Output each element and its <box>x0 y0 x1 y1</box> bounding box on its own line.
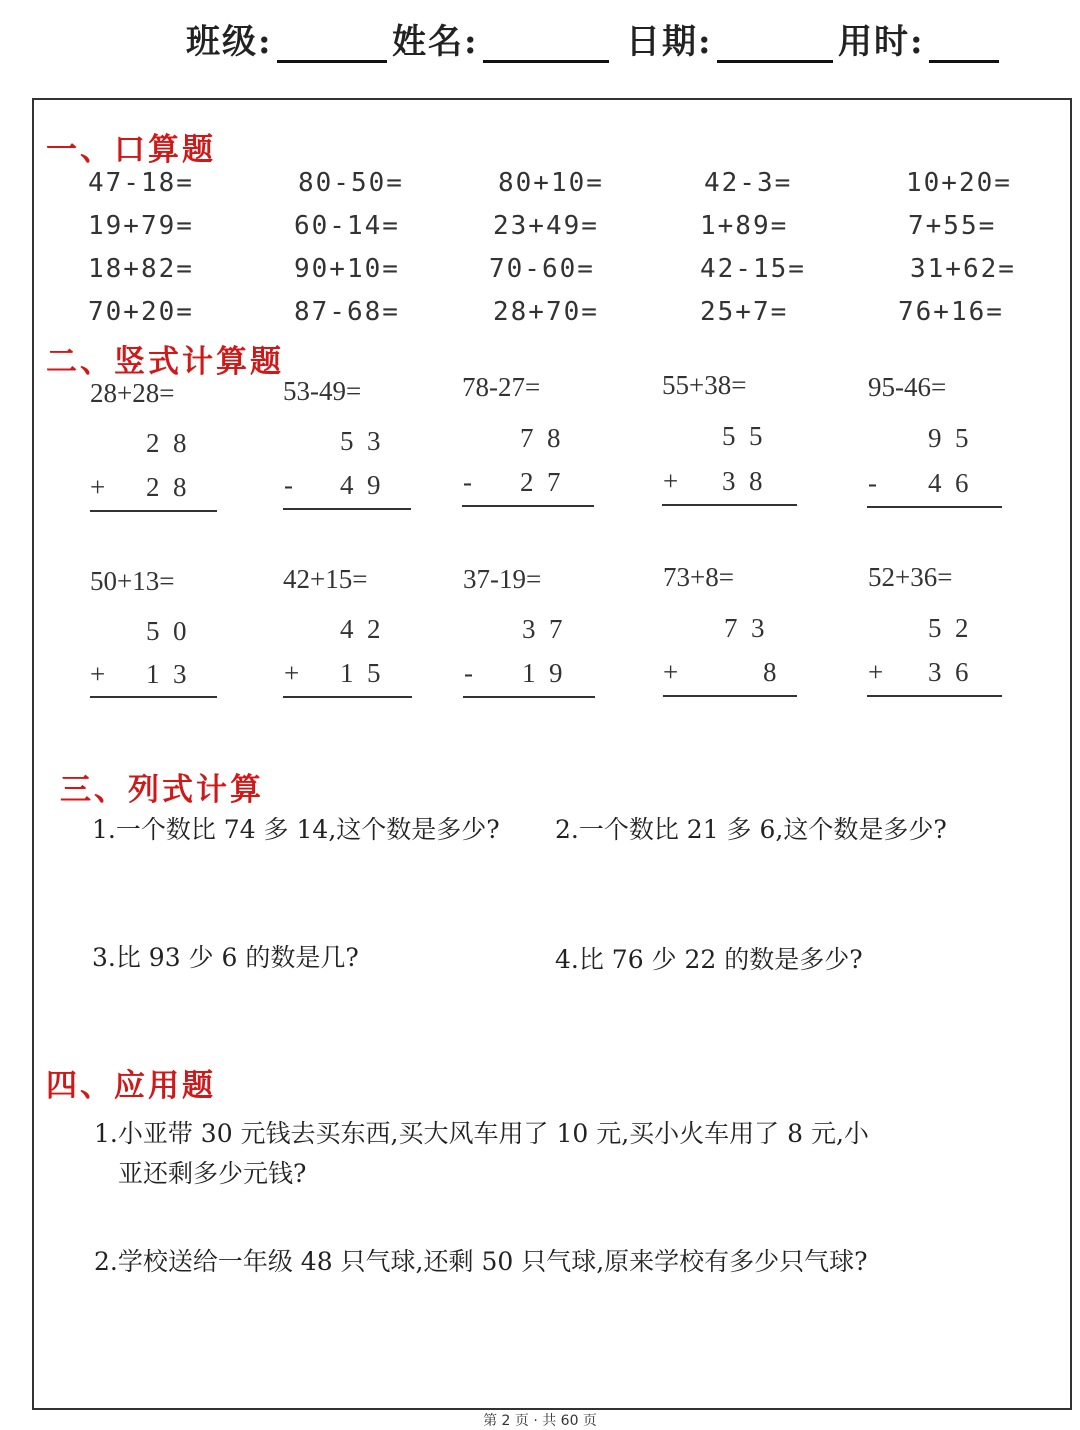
oral-problem: 10+20= <box>906 168 1012 198</box>
vertical-expression: 28+28= <box>90 378 175 408</box>
word-problem: 2.一个数比 21 多 6,这个数是多少? <box>555 815 947 844</box>
vertical-top-number: 4 2 <box>340 614 381 644</box>
oral-problem: 87-68= <box>294 297 400 327</box>
answer-line <box>663 695 797 697</box>
vertical-bottom-number: 2 8 <box>146 472 187 502</box>
oral-problem: 28+70= <box>493 297 599 327</box>
oral-problem: 1+89= <box>700 211 789 241</box>
plus-sign: + <box>284 658 300 688</box>
vertical-expression: 95-46= <box>868 372 947 402</box>
word-problem: 3.比 93 少 6 的数是几? <box>92 943 359 972</box>
oral-problem: 90+10= <box>294 254 400 284</box>
vertical-expression: 78-27= <box>462 372 541 402</box>
oral-problem: 42-3= <box>704 168 793 198</box>
vertical-bottom-number: 1 5 <box>340 658 381 688</box>
vertical-top-number: 5 2 <box>928 613 969 643</box>
vertical-top-number: 5 3 <box>340 426 381 456</box>
vertical-top-number: 2 8 <box>146 428 187 458</box>
plus-sign: + <box>868 657 884 687</box>
oral-problem: 19+79= <box>88 211 194 241</box>
vertical-bottom-number: 2 7 <box>520 467 561 497</box>
oral-problem: 60-14= <box>294 211 400 241</box>
oral-problem: 7+55= <box>908 211 997 241</box>
vertical-bottom-number: 8 <box>763 657 777 687</box>
vertical-bottom-number: 4 9 <box>340 470 381 500</box>
answer-line <box>867 506 1002 508</box>
date-field <box>626 14 833 63</box>
page-footer: 第 2 页 · 共 60 页 <box>483 1413 597 1429</box>
answer-line <box>283 508 411 510</box>
word-problem: 4.比 76 少 22 的数是多少? <box>555 945 863 974</box>
minus-sign: - <box>868 468 877 498</box>
vertical-expression: 73+8= <box>663 562 734 592</box>
vertical-expression: 37-19= <box>463 564 542 594</box>
time-field <box>838 14 999 63</box>
vertical-top-number: 9 5 <box>928 423 969 453</box>
time-label: 用时: <box>838 22 925 62</box>
vertical-top-number: 5 0 <box>146 616 187 646</box>
oral-problem: 31+62= <box>910 254 1016 284</box>
oral-problem: 76+16= <box>898 297 1004 327</box>
answer-line <box>90 696 217 698</box>
name-blank[interactable] <box>483 28 609 63</box>
vertical-bottom-number: 1 9 <box>522 658 563 688</box>
answer-line <box>662 504 797 506</box>
vertical-expression: 42+15= <box>283 564 368 594</box>
oral-problem: 80+10= <box>498 168 604 198</box>
vertical-expression: 53-49= <box>283 376 362 406</box>
class-label: 班级: <box>186 22 273 62</box>
answer-line <box>867 695 1002 697</box>
section4-title: 四、应用题 <box>46 1068 216 1104</box>
vertical-top-number: 3 7 <box>522 614 563 644</box>
application-problem: 1.小亚带 30 元钱去买东西,买大风车用了 10 元,买小火车用了 8 元,小 <box>94 1119 869 1148</box>
application-problem: 2.学校送给一年级 48 只气球,还剩 50 只气球,原来学校有多少只气球? <box>94 1247 868 1276</box>
date-label: 日期: <box>626 22 713 62</box>
oral-problem: 42-15= <box>700 254 806 284</box>
name-field <box>392 14 609 63</box>
name-label: 姓名: <box>392 22 479 62</box>
minus-sign: - <box>464 658 473 688</box>
plus-sign: + <box>663 466 679 496</box>
vertical-expression: 55+38= <box>662 370 747 400</box>
class-field <box>186 14 387 63</box>
vertical-bottom-number: 3 6 <box>928 657 969 687</box>
answer-line <box>90 510 217 512</box>
time-blank[interactable] <box>929 28 999 63</box>
vertical-top-number: 7 8 <box>520 423 561 453</box>
minus-sign: - <box>463 467 472 497</box>
oral-problem: 23+49= <box>493 211 599 241</box>
vertical-top-number: 5 5 <box>722 421 763 451</box>
vertical-top-number: 7 3 <box>724 613 765 643</box>
date-blank[interactable] <box>717 28 833 63</box>
minus-sign: - <box>284 470 293 500</box>
answer-line <box>462 505 594 507</box>
oral-problem: 18+82= <box>88 254 194 284</box>
word-problem: 1.一个数比 74 多 14,这个数是多少? <box>92 815 500 844</box>
plus-sign: + <box>663 657 679 687</box>
section2-title: 二、竖式计算题 <box>46 344 284 380</box>
plus-sign: + <box>90 472 106 502</box>
oral-problem: 70+20= <box>88 297 194 327</box>
vertical-expression: 50+13= <box>90 566 175 596</box>
answer-line <box>283 696 412 698</box>
vertical-bottom-number: 4 6 <box>928 468 969 498</box>
plus-sign: + <box>90 659 106 689</box>
vertical-expression: 52+36= <box>868 562 953 592</box>
class-blank[interactable] <box>277 28 387 63</box>
vertical-bottom-number: 3 8 <box>722 466 763 496</box>
worksheet-frame <box>32 98 1072 1410</box>
oral-problem: 70-60= <box>489 254 595 284</box>
application-problem-continued: 亚还剩多少元钱? <box>118 1159 307 1188</box>
oral-problem: 25+7= <box>700 297 789 327</box>
answer-line <box>463 696 595 698</box>
oral-problem: 80-50= <box>298 168 404 198</box>
section3-title: 三、列式计算 <box>60 772 264 808</box>
section1-title: 一、口算题 <box>46 132 216 168</box>
oral-problem: 47-18= <box>88 168 194 198</box>
vertical-bottom-number: 1 3 <box>146 659 187 689</box>
